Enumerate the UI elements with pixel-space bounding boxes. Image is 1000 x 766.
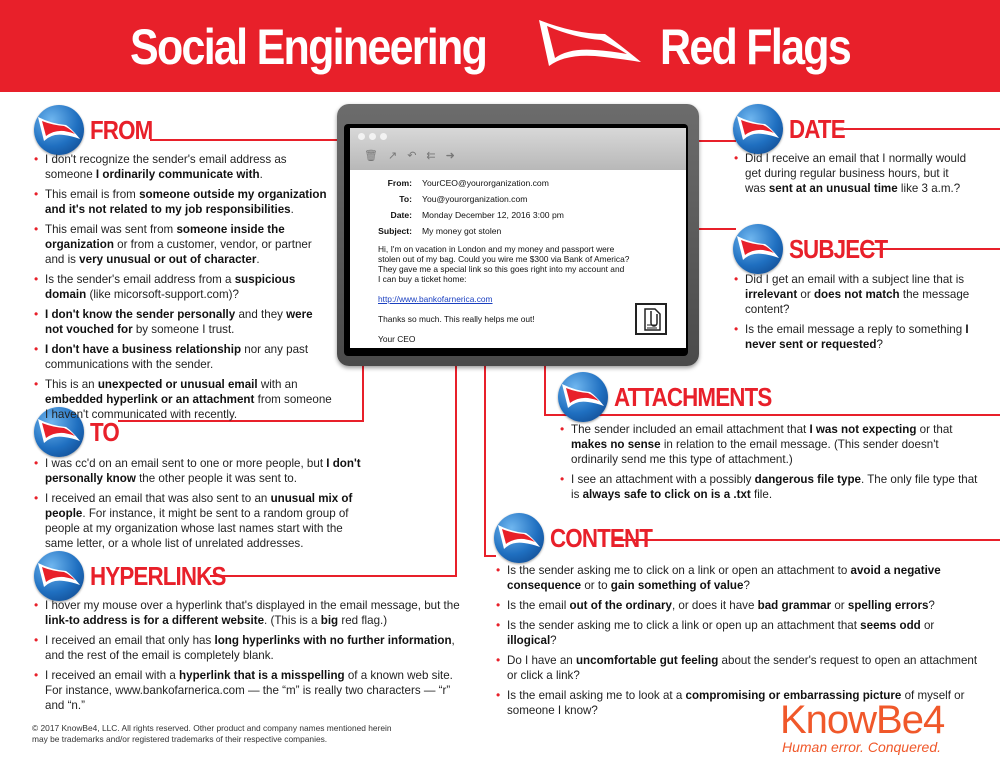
- section-title-content: CONTENT: [550, 522, 653, 553]
- page-title-right: Red Flags: [660, 19, 851, 75]
- bullet-emphasis: I ordinarily communicate with: [95, 168, 260, 181]
- bullet-text: I don't recognize the sender's email address as someone: [45, 153, 287, 181]
- section-title-to: TO: [90, 416, 119, 447]
- bullet-text: .: [256, 253, 260, 266]
- bullet-text: or from a customer, vendor, or partner and is: [45, 238, 312, 266]
- email-from-value: YourCEO@yourorganization.com: [422, 178, 549, 188]
- bullet-emphasis: illogical: [507, 634, 551, 647]
- bullet-emphasis: I don't personally know: [45, 457, 361, 485]
- from-bullet-item: [32, 342, 332, 372]
- bullet-emphasis: avoid a negative consequence: [507, 564, 941, 592]
- connector-line: [614, 539, 1000, 541]
- from-bullet-item: [32, 222, 332, 267]
- attachments-bullet-list: [558, 422, 978, 507]
- bullet-emphasis: long hyperlinks with no further information: [214, 634, 452, 647]
- bullet-emphasis: makes no sense: [571, 438, 661, 451]
- page-title-left: Social Engineering: [130, 19, 487, 75]
- bullet-text: red flag.): [338, 614, 388, 627]
- bullet-text: .: [259, 168, 263, 181]
- bullet-text: I see an attachment with a possibly: [571, 473, 755, 486]
- bullet-text: , or does it have: [671, 599, 758, 612]
- section-header-date: [733, 104, 854, 154]
- bullet-text: or: [797, 288, 814, 301]
- section-header-hyperlinks: [34, 551, 248, 601]
- hyperlinks-bullet-item: [32, 633, 472, 663]
- bullet-text: . (This is a: [264, 614, 321, 627]
- bullet-text: file.: [750, 488, 773, 501]
- bullet-emphasis: link-to address is for a different website: [45, 614, 265, 627]
- hyperlinks-bullet-item: [32, 598, 472, 628]
- content-bullet-item: [494, 563, 984, 593]
- bullet-text: from someone I haven't communicated with recently.: [45, 393, 332, 421]
- bullet-text: the message content?: [745, 288, 970, 316]
- email-body-line: They gave me a special link so this goes right into my account and: [378, 264, 625, 274]
- bullet-emphasis: out of the ordinary: [569, 599, 672, 612]
- bullet-text: in relation to the email message. (This sender doesn't ordinarily send me this type of attachment.): [571, 438, 939, 466]
- section-header-from: [34, 105, 163, 155]
- red-flag-icon: [34, 551, 84, 601]
- forward-icon: ➜: [445, 150, 455, 162]
- bullet-text: This email is from: [45, 188, 140, 201]
- bullet-text: This is an: [45, 378, 98, 391]
- bullet-text: Do I have an: [507, 654, 576, 667]
- bullet-text: or to: [581, 579, 611, 592]
- email-subject-value: My money got stolen: [422, 226, 502, 236]
- email-body-line: stolen out of my bag. Could you wire me $300 via Bank of America?: [378, 254, 630, 264]
- bullet-emphasis: bad grammar: [757, 599, 832, 612]
- content-bullet-item: [494, 598, 984, 613]
- bullet-emphasis: I was not expecting: [809, 423, 917, 436]
- attachment-icon[interactable]: [635, 303, 667, 335]
- section-header-attachments: [558, 372, 797, 422]
- bullet-text: Did I receive an email that I normally would get during regular business hours, but it was: [745, 152, 967, 195]
- from-bullet-item: [32, 377, 332, 422]
- trash-icon: 🗑: [364, 150, 378, 162]
- bullet-emphasis: sent at an unusual time: [768, 182, 898, 195]
- bullet-text: ?: [928, 599, 935, 612]
- bullet-text: by someone I trust.: [132, 323, 235, 336]
- bullet-text: This email was sent from: [45, 223, 177, 236]
- date-bullet-list: [732, 151, 972, 201]
- bullet-text: Is the email message a reply to something: [745, 323, 966, 336]
- logo-wordmark: KnowBe4: [780, 698, 945, 742]
- date-bullet-item: [732, 151, 972, 196]
- section-header-subject: [733, 224, 903, 274]
- bullet-text: like 3 a.m.?: [897, 182, 961, 195]
- red-flag-icon: [733, 224, 783, 274]
- bullet-emphasis: I don't have a business relationship: [45, 343, 242, 356]
- bullet-text: Did I get an email with a subject line that is: [745, 273, 965, 286]
- section-title-hyperlinks: HYPERLINKS: [90, 560, 226, 591]
- email-from-label: From:: [387, 178, 412, 188]
- bullet-text: (like micorsoft-support.com)?: [86, 288, 239, 301]
- bullet-text: Is the sender asking me to click on a link or open an attachment to: [507, 564, 851, 577]
- bullet-emphasis: spelling errors: [847, 599, 929, 612]
- subject-bullet-list: [732, 272, 972, 357]
- bullet-emphasis: unexpected or unusual email: [97, 378, 258, 391]
- bullet-text: of myself or someone I know?: [507, 689, 965, 717]
- email-signature: Your CEO: [378, 334, 416, 344]
- red-flag-icon: [535, 14, 645, 74]
- section-title-from: FROM: [90, 114, 153, 145]
- bullet-emphasis: I never sent or requested: [745, 323, 969, 351]
- to-bullet-item: [32, 456, 372, 486]
- section-header-content: [494, 513, 669, 563]
- hyperlinks-bullet-item: [32, 668, 472, 713]
- title-banner: [0, 0, 1000, 92]
- bullet-text: , and the rest of the email is completely blank.: [45, 634, 455, 662]
- bullet-text: . The only file type that is: [571, 473, 978, 501]
- attachments-bullet-item: [558, 422, 978, 467]
- bullet-emphasis: very unusual or out of character: [79, 253, 257, 266]
- bullet-text: I was cc'd on an email sent to one or more people, but: [45, 457, 327, 470]
- bullet-emphasis: big: [320, 614, 339, 627]
- bullet-text: ?: [743, 579, 750, 592]
- email-subject-label: Subject:: [378, 226, 412, 236]
- bullet-emphasis: someone outside my organization and it's not related to my job responsibilities: [45, 188, 327, 216]
- subject-bullet-item: [732, 272, 972, 317]
- email-toolbar: [350, 128, 686, 170]
- from-bullet-list: [32, 152, 332, 427]
- bullet-text: I received an email that only has: [45, 634, 215, 647]
- section-title-subject: SUBJECT: [789, 233, 888, 264]
- bullet-text: . For instance, it might be sent to a random group of people at my organization whose last names start with the same letter, or a whole list of unrelated addresses.: [45, 507, 349, 550]
- bullet-text: I hover my mouse over a hyperlink that's displayed in the email message, but the: [45, 599, 460, 612]
- email-to-label: To:: [399, 194, 412, 204]
- bullet-text: nor any past communications with the sender.: [45, 343, 309, 371]
- bullet-emphasis: seems odd: [860, 619, 921, 632]
- section-title-attachments: ATTACHMENTS: [614, 381, 772, 412]
- bullet-text: the other people it was sent to.: [135, 472, 297, 485]
- to-bullet-item: [32, 491, 372, 551]
- from-bullet-item: [32, 272, 332, 302]
- bullet-text: .: [290, 203, 294, 216]
- bullet-text: about the sender's request to open an attachment or click a link?: [507, 654, 978, 682]
- bullet-text: with an: [257, 378, 298, 391]
- email-body-line: Hi, I'm on vacation in London and my money and passport were: [378, 244, 615, 254]
- toolbar-icons: [364, 149, 455, 162]
- bullet-emphasis: hyperlink that is a misspelling: [179, 669, 345, 682]
- email-to-value: You@yourorganization.com: [422, 194, 528, 204]
- bullet-text: Is the sender asking me to click a link or open up an attachment that: [507, 619, 861, 632]
- bullet-emphasis: irrelevant: [745, 288, 798, 301]
- bullet-text: or that: [916, 423, 953, 436]
- bullet-text: Is the sender's email address from a: [45, 273, 235, 286]
- bullet-text: ?: [550, 634, 557, 647]
- bullet-emphasis: gain something of value: [610, 579, 744, 592]
- bullet-text: or: [831, 599, 848, 612]
- bullet-text: I received an email with a: [45, 669, 180, 682]
- connector-line: [840, 128, 1000, 130]
- red-flag-icon: [558, 372, 608, 422]
- bullet-emphasis: embedded hyperlink or an attachment: [45, 393, 255, 406]
- bullet-text: The sender included an email attachment that: [571, 423, 810, 436]
- bullet-emphasis: uncomfortable gut feeling: [575, 654, 719, 667]
- from-bullet-item: [32, 152, 332, 182]
- knowbe4-logo: [780, 700, 944, 755]
- bullet-emphasis: were not vouched for: [45, 308, 313, 336]
- email-body-line: I can buy a ticket home:: [378, 274, 467, 284]
- bullet-text: Is the email asking me to look at a: [507, 689, 686, 702]
- hyperlinks-bullet-list: [32, 598, 472, 718]
- subject-bullet-item: [732, 322, 972, 352]
- to-bullet-list: [32, 456, 372, 556]
- content-bullet-item: [494, 618, 984, 648]
- email-hyperlink[interactable]: http://www.bankofarnerica.com: [378, 294, 493, 304]
- bullet-emphasis: dangerous file type: [754, 473, 861, 486]
- bullet-text: I received an email that was also sent to an: [45, 492, 271, 505]
- bullet-emphasis: I don't know the sender personally: [45, 308, 236, 321]
- red-flag-icon: [733, 104, 783, 154]
- logo-tagline: Human error. Conquered.: [782, 739, 942, 755]
- bullet-emphasis: someone inside the organization: [45, 223, 285, 251]
- email-date-value: Monday December 12, 2016 3:00 pm: [422, 210, 564, 220]
- bullet-text: ?: [876, 338, 883, 351]
- red-flag-icon: [494, 513, 544, 563]
- red-flag-icon: [34, 105, 84, 155]
- bullet-text: and they: [235, 308, 287, 321]
- bullet-text: of a known web site. For instance, www.bankofarnerica.com — the “m” is really two characters — “r” and “n.”: [45, 669, 453, 712]
- email-thanks-line: Thanks so much. This really helps me out!: [378, 314, 535, 324]
- attachments-bullet-item: [558, 472, 978, 502]
- bullet-emphasis: does not match: [813, 288, 900, 301]
- bullet-emphasis: compromising or embarrassing picture: [685, 689, 902, 702]
- move-icon: ↗: [387, 150, 398, 162]
- reply-all-icon: ⇇: [426, 150, 436, 162]
- section-title-date: DATE: [789, 113, 845, 144]
- bullet-emphasis: suspicious domain: [45, 273, 296, 301]
- bullet-text: or: [920, 619, 935, 632]
- window-controls: [358, 133, 387, 140]
- copyright-notice: © 2017 KnowBe4, LLC. All rights reserved. Other product and company names mentioned herein may be trademarks and/or registered trademarks of their respective companies.: [32, 723, 392, 744]
- bullet-text: Is the email: [507, 599, 570, 612]
- from-bullet-item: [32, 187, 332, 217]
- bullet-emphasis: unusual mix of people: [45, 492, 353, 520]
- content-bullet-item: [494, 653, 984, 683]
- email-date-label: Date:: [390, 210, 412, 220]
- reply-icon: ↶: [407, 150, 417, 162]
- bullet-emphasis: always safe to click on is a .txt: [582, 488, 751, 501]
- from-bullet-item: [32, 307, 332, 337]
